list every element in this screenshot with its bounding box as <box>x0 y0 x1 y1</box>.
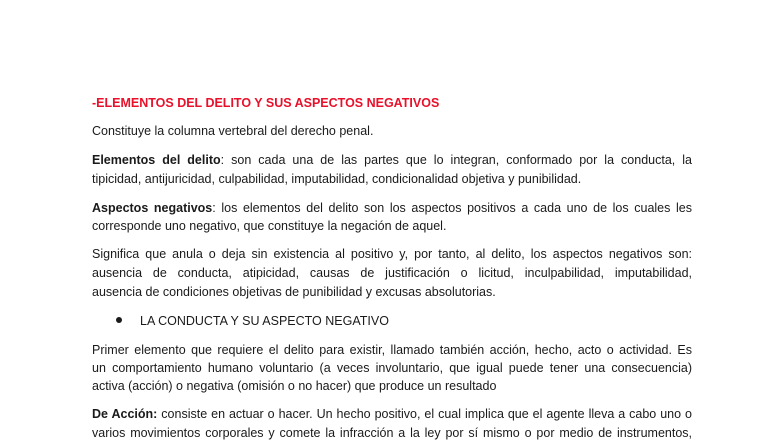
paragraph-accion-line-1 <box>92 405 692 423</box>
text-aspectos-1: : los elementos del delito son los aspectos positivos a cada uno de los cuales les <box>212 201 692 215</box>
paragraph-aspectos-line-1 <box>92 199 692 217</box>
paragraph-significa-line-1: Significa que anula o deja sin existencia al positivo y, por tanto, al delito, los aspectos negativos son: <box>92 247 692 261</box>
term-accion: De Acción: <box>92 407 158 421</box>
term-aspectos: Aspectos negativos <box>92 201 213 215</box>
paragraph-conducta-line-1: Primer elemento que requiere el delito para existir, llamado también acción, hecho, acto o actividad. Es <box>92 343 692 357</box>
text-elementos-1: : son cada una de las partes que lo integran, conformado por la conducta, la <box>220 153 692 167</box>
paragraph-accion-line-2: varios movimientos corporales y comete la infracción a la ley por sí mismo o por medio de instrumentos, <box>92 426 692 440</box>
section-heading: -ELEMENTOS DEL DELITO Y SUS ASPECTOS NEGATIVOS <box>92 96 440 110</box>
text-accion-1: consiste en actuar o hacer. Un hecho positivo, el cual implica que el agente lleva a cabo uno o <box>157 407 692 421</box>
paragraph-intro: Constituye la columna vertebral del derecho penal. <box>92 124 374 138</box>
paragraph-conducta-line-3: activa (acción) o negativa (omisión o no hacer) que produce un resultado <box>92 379 497 393</box>
bullet-item <box>116 312 389 330</box>
term-elementos: Elementos del delito <box>92 153 221 167</box>
paragraph-elementos-line-1 <box>92 151 692 169</box>
bullet-icon <box>116 317 122 323</box>
paragraph-elementos-line-2: tipicidad, antijuricidad, culpabilidad, imputabilidad, condicionalidad objetiva y punibilidad. <box>92 172 582 186</box>
paragraph-aspectos-line-2: corresponde uno negativo, que constituye la negación de aquel. <box>92 219 447 233</box>
paragraph-significa-line-3: ausencia de condiciones objetivas de punibilidad y excusas absolutorias. <box>92 285 496 299</box>
paragraph-conducta-line-2: un comportamiento humano voluntario (a veces involuntario, que igual puede tener una consecuencia) <box>92 361 692 375</box>
bullet-heading: LA CONDUCTA Y SU ASPECTO NEGATIVO <box>140 314 389 328</box>
paragraph-significa-line-2: ausencia de conducta, atipicidad, causas de justificación o licitud, inculpabilidad, imputabilidad, <box>92 266 692 280</box>
